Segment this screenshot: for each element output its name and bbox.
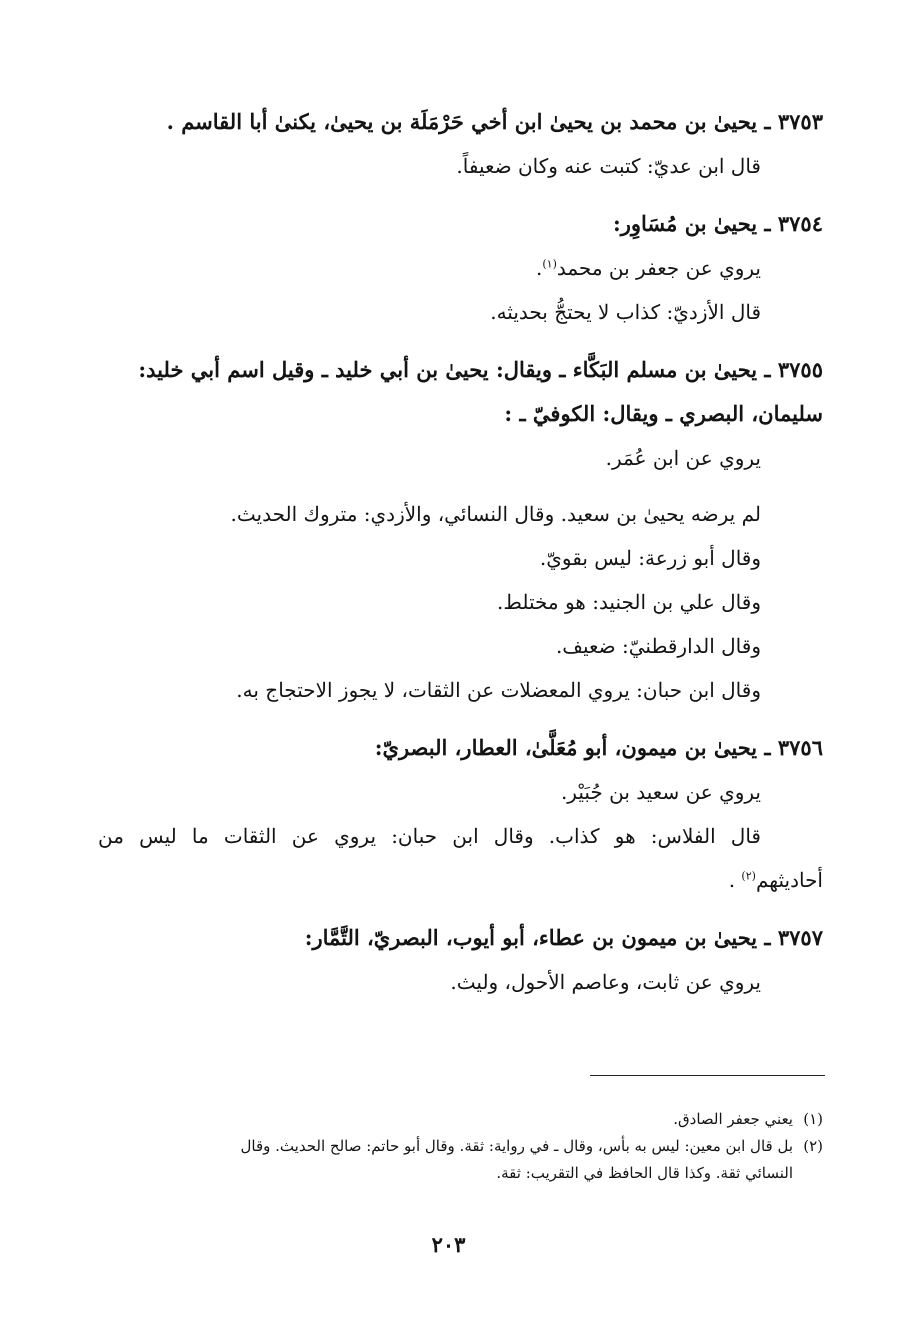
entry-heading: [98, 726, 823, 770]
entry-title: ـ يحيىٰ بن مسلم البَكَّاء ـ ويقال: يحيىٰ بن أبي خليد ـ وقيل اسم أبي خليد:: [138, 357, 778, 382]
entry-3756: [98, 726, 823, 902]
entry-heading: [98, 348, 823, 392]
entry-title: ـ يحيىٰ بن مُسَاوِر:: [612, 211, 778, 236]
entry-line: وقال علي بن الجنيد: هو مختلط.: [496, 590, 761, 614]
entry-3754: [98, 202, 823, 334]
entry-line: [98, 246, 823, 290]
entry-3755: [98, 348, 823, 712]
spacer: [98, 480, 823, 492]
footnote-ref[interactable]: (١): [542, 257, 557, 271]
entry-title: ـ يحيىٰ بن ميمون، أبو مُعَلَّىٰ، العطار، البصريّ:: [374, 735, 778, 760]
entry-3753: [98, 100, 823, 188]
footnote-text: بل قال ابن معين: ليس به بأس، وقال ـ في رواية: ثقة. وقال أبو حاتم: صالح الحديث. وقال: [240, 1137, 793, 1155]
footnote-continuation: النسائي ثقة. وكذا قال الحافظ في التقريب: ثقة.: [496, 1164, 793, 1182]
entry-number: ٣٧٥٥: [777, 357, 823, 382]
entry-line-text: يروي عن جعفر بن محمد: [556, 256, 761, 280]
footnote-number: (١): [803, 1110, 823, 1128]
entry-line: وقال الدارقطنيّ: ضعيف.: [555, 634, 761, 658]
footnote-number: (٢): [803, 1137, 823, 1155]
entry-line: يروي عن ابن عُمَر.: [605, 446, 761, 470]
entry-number: ٣٧٥٤: [777, 211, 823, 236]
entry-number: ٣٧٥٣: [777, 109, 823, 134]
entry-line: وقال ابن حبان: يروي المعضلات عن الثقات، لا يجوز الاحتجاج به.: [236, 678, 761, 702]
entry-heading: [98, 916, 823, 960]
footnote: [98, 1133, 823, 1160]
footnote-divider: [590, 1075, 825, 1076]
footnotes: [98, 1106, 823, 1187]
page-body: [98, 100, 823, 1018]
entry-line-text: أحاديثهم: [755, 868, 823, 892]
footnote-text: يعني جعفر الصادق.: [673, 1110, 793, 1128]
entry-number: ٣٧٥٦: [777, 735, 823, 760]
page-number: ٢٠٣: [431, 1232, 466, 1257]
period: .: [535, 256, 543, 280]
entry-heading: [98, 100, 823, 144]
entry-line: [98, 858, 823, 902]
footnote-ref[interactable]: (٢): [741, 869, 756, 883]
entry-line: وقال أبو زرعة: ليس بقويّ.: [539, 546, 761, 570]
entry-heading-continuation: سليمان، البصري ـ ويقال: الكوفيّ ـ :: [504, 401, 823, 426]
entry-line: قال ابن عديّ: كتبت عنه وكان ضعيفاً.: [456, 154, 761, 178]
entry-line: يروي عن سعيد بن جُبَيْر.: [560, 780, 761, 804]
footnote: [98, 1106, 823, 1133]
entry-3757: [98, 916, 823, 1004]
entry-number: ٣٧٥٧: [777, 925, 823, 950]
entry-line: قال الفلاس: هو كذاب. وقال ابن حبان: يروي عن الثقات ما ليس من: [98, 824, 761, 848]
entry-title: ـ يحيىٰ بن محمد بن يحيىٰ ابن أخي حَرْمَلَة بن يحيىٰ، يكنىٰ أبا القاسم .: [166, 109, 778, 134]
entry-line: يروي عن ثابت، وعاصم الأحول، وليث.: [450, 970, 761, 994]
period: .: [728, 868, 742, 892]
entry-heading: [98, 202, 823, 246]
entry-line: قال الأزديّ: كذاب لا يحتجُّ بحديثه.: [490, 300, 761, 324]
entry-title: ـ يحيىٰ بن ميمون بن عطاء، أبو أيوب، البصريّ، التَّمَّار:: [304, 925, 778, 950]
entry-line: لم يرضه يحيىٰ بن سعيد. وقال النسائي، والأزدي: متروك الحديث.: [230, 502, 761, 526]
